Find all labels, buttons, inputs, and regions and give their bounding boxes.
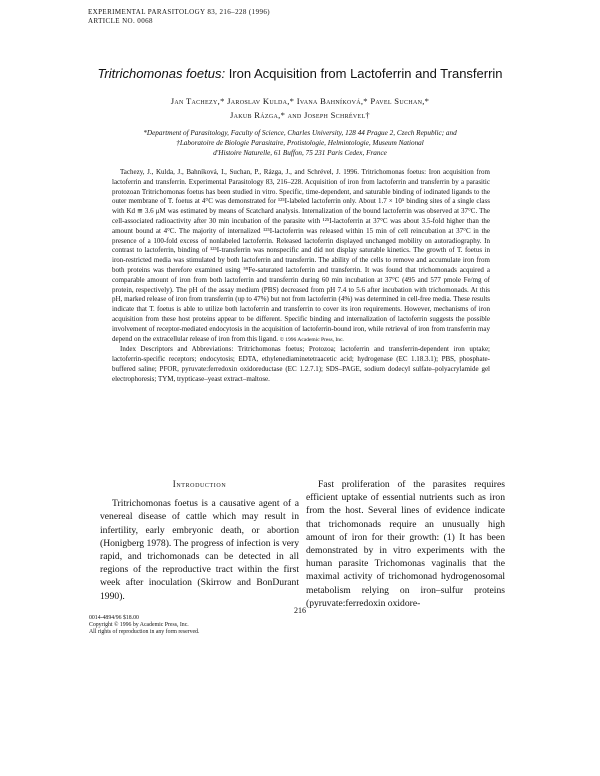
- authors-line-2: Jakub Rázga,* and Joseph Schrével†: [229, 110, 371, 120]
- abstract-body: [112, 168, 490, 345]
- affiliations: [120, 128, 480, 158]
- intro-paragraph-left: Tritrichomonas foetus is a causative agent of a venereal disease of cattle which may result in infertility, early embryonic death, or abortion (Honigberg 1978). The progress of infection is very rapid, and trichomonads can be detected in all regions of the reproductive tract within the first week after inoculation (Skirrow and BonDurant 1990).: [100, 498, 299, 602]
- intro-paragraph-right: Fast proliferation of the parasites requires efficient uptake of essential nutrients such as iron from the host. Several lines of evidence indicate that trichomonads require an unusually high amount of iron for their growth: (1) It has been demonstrated by in vitro experiments with the human parasite Trichomonas vaginalis that the maximal activity of trichomonad hydrogenosomal metabolism relying on iron–sulfur proteins (pyruvate:ferredoxin oxidore-: [306, 479, 505, 609]
- section-heading-introduction: Introduction: [172, 479, 227, 489]
- affiliation-line-2: †Laboratoire de Biologie Parasitaire, Protistologie, Helmintologie, Museum National: [176, 139, 424, 147]
- title-species: Tritrichomonas foetus:: [97, 66, 226, 81]
- column-left: [100, 478, 299, 603]
- index-descriptors: Index Descriptors and Abbreviations: Tritrichomonas foetus; Protozoa; lactoferrin and transferrin-dependent iron uptake; lactoferrin-specific receptors; endocytosis; EDTA, ethylenediaminetetraacetic acid; hydrogenase (EC 1.18.3.1); PBS, phosphate-buffered saline; PFOR, pyruvate:ferredoxin oxidoreductase (EC 1.2.7.1); SDS–PAGE, sodium dodecyl sulfate–polyacrylamide gel electrophoresis; TYM, trypticase–yeast extract–maltose.: [112, 345, 490, 383]
- title-rest: Iron Acquisition from Lactoferrin and Transferrin: [225, 66, 503, 81]
- footer-issn-price: 0014-4894/96 $18.00: [89, 615, 139, 621]
- affiliation-line-1: *Department of Parasitology, Faculty of Science, Charles University, 128 44 Prague 2, Czech Republic; and: [143, 129, 457, 137]
- page-number: 216: [294, 606, 306, 615]
- article-title: [0, 66, 600, 81]
- journal-header: EXPERIMENTAL PARASITOLOGY 83, 216–228 (1996): [88, 8, 270, 16]
- copyright-notice: © 1996 Academic Press, Inc.: [279, 336, 344, 343]
- abstract-text: Tachezy, J., Kulda, J., Bahníková, I., Suchan, P., Rázga, J., and Schrével, J. 1996. Tritrichomonas foetus: Iron acquisition from lactoferrin and transferrin. Experimental Parasitology 83, 216–228. Acquisition of iron from lactoferrin and transferrin by a parasitic protozoan Tritrichomonas foetus has been studied in vitro. Specific, time-dependent, and saturable binding of iodinated ligands to the outer membrane of T. foetus at 4°C was demonstrated for ¹²⁵I-labeled lactoferrin only. About 1.7 × 10⁵ binding sites of a single class with Kd ≅ 3.6 μM was estimated by means of Scatchard analysis. Internalization of the bound lactoferrin was observed at 37°C. The cell-associated radioactivity after 30 min incubation of the parasite with ¹²⁵I-lactoferrin at 37°C was about 3.5-fold higher than the amount bound at 4°C. The majority of internalized ¹²⁵I-lactoferrin was released within 15 min of cell reincubation at 37°C in the presence of a 100-fold excess of nonlabeled lactoferrin. Released lactoferrin displayed unchanged mobility on autoradiography. In contrast to lactoferrin, binding of ¹²⁵I-transferrin was nonspecific and did not display saturable kinetics. The growth of T. foetus in iron-restricted media was stimulated by both lactoferrin and transferrin. The ability of the cells to remove and accumulate iron from both proteins was therefore examined using ⁵⁹Fe-saturated lactoferrin and transferrin. It was found that trichomonads acquired a comparable amount of iron from both lactoferrin and transferrin during 60 min incubation at 37°C (495 and 577 pmole Fe/mg of protein, respectively). The pH of the assay medium (PBS) decreased from pH 7.4 to 5.6 after incubation with trichomonads. At this pH, marked release of iron from transferrin (up to 47%) but not from lactoferrin (4%) was determined in cell-free media. These results indicate that T. foetus is able to utilize both lactoferrin and transferrin to cover its iron requirements. However, mechanisms of iron acquisition from these host proteins appear to be different. Specific binding and internalization of lactoferrin suggests the possible involvement of receptor-mediated endocytosis in the acquisition of lactoferrin-bound iron, while retrieval of iron from transferrin may depend on the extracellular release of iron from this ligand.: [112, 168, 490, 343]
- footer-copyright: Copyright © 1996 by Academic Press, Inc.: [89, 622, 189, 628]
- abstract: [112, 168, 490, 385]
- author-list: [100, 94, 500, 122]
- authors-line-1: Jan Tachezy,* Jaroslav Kulda,* Ivana Bahníková,* Pavel Suchan,*: [170, 96, 430, 106]
- footer-rights: All rights of reproduction in any form reserved.: [89, 629, 200, 635]
- column-right: [306, 478, 505, 610]
- article-number: ARTICLE NO. 0068: [88, 17, 153, 25]
- affiliation-line-3: d'Histoire Naturelle, 61 Buffon, 75 231 Paris Cedex, France: [213, 149, 387, 157]
